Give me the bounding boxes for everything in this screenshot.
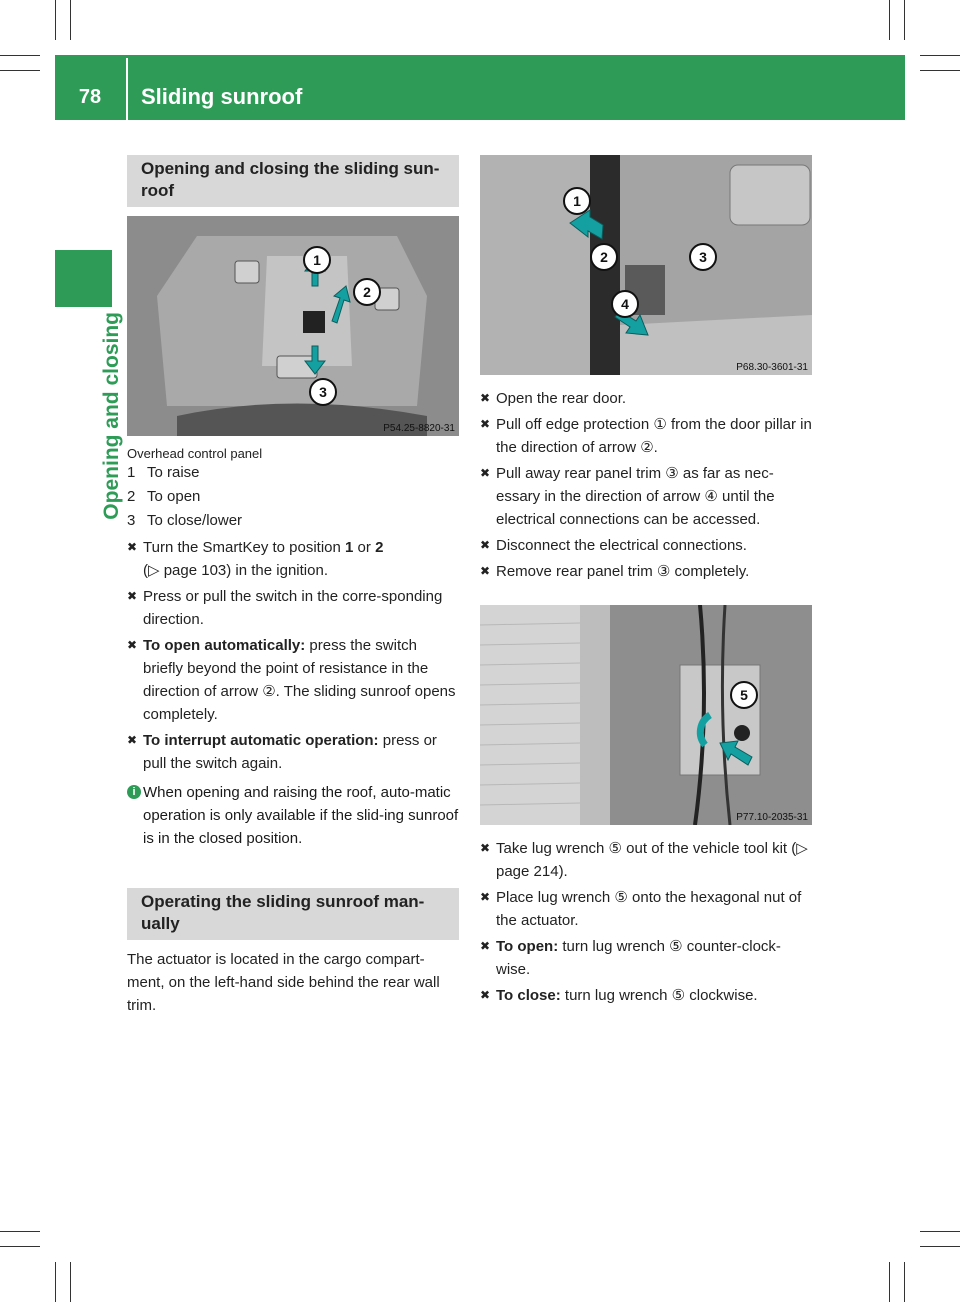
- step-label: To open:: [496, 938, 559, 955]
- crop-mark: [70, 0, 71, 40]
- legend-text: To raise: [147, 464, 200, 481]
- legend-item: [127, 485, 459, 509]
- instruction-step: ✖ Pull away rear panel trim ③ as far as nec-essary in the direction of arrow ④ until the electrical connections can be accessed.: [480, 462, 812, 531]
- step-text: press the switch briefly beyond the point of resistance in the direction of arrow ②. The sliding sunroof opens completely.: [143, 637, 456, 723]
- info-note: [127, 781, 459, 850]
- figure-code: P77.10-2035-31: [736, 812, 808, 823]
- legend-text: To open: [147, 488, 201, 505]
- legend-number: 3: [127, 512, 136, 529]
- callout-3: 3: [309, 378, 337, 406]
- page-title: Sliding sunroof: [141, 84, 303, 109]
- figure-caption: Overhead control panel: [127, 446, 263, 461]
- step-label: To interrupt automatic operation:: [143, 732, 379, 749]
- page-reference: (▷ page 103) in the ignition.: [143, 562, 328, 579]
- crop-mark: [904, 1262, 905, 1302]
- overhead-panel-illustration: [127, 216, 459, 436]
- crop-mark: [920, 70, 960, 71]
- instruction-step: [127, 585, 459, 631]
- legend-number: 2: [127, 488, 136, 505]
- section-heading-sunroof: Opening and closing the sliding sun-roof: [127, 155, 459, 207]
- instruction-step: ✖ Open the rear door.: [480, 387, 812, 410]
- crop-mark: [0, 70, 40, 71]
- step-text: turn lug wrench ⑤ counter-clock-wise.: [496, 938, 781, 978]
- crop-mark: [55, 1262, 56, 1302]
- figure-code: P54.25-8820-31: [383, 423, 455, 434]
- callout-1: 1: [303, 246, 331, 274]
- instruction-step: [127, 729, 459, 775]
- rear-door-figure: [480, 155, 812, 375]
- step-text: Take lug wrench ⑤ out of the vehicle tool kit (▷ page 214).: [496, 840, 808, 880]
- callout-4: 4: [611, 290, 639, 318]
- callout-2: 2: [590, 243, 618, 271]
- crop-mark: [920, 1231, 960, 1232]
- callout-3: 3: [689, 243, 717, 271]
- rear-door-illustration: [480, 155, 812, 375]
- step-list: [480, 387, 812, 583]
- crop-mark: [55, 0, 56, 40]
- step-label: To close:: [496, 987, 561, 1004]
- step-text: Turn the SmartKey to position: [143, 539, 346, 556]
- step-bold: 2: [375, 539, 384, 556]
- info-icon: i: [127, 785, 141, 799]
- step-text: or: [353, 539, 376, 556]
- page-number: 78: [78, 86, 102, 108]
- actuator-illustration: [480, 605, 812, 825]
- right-column: [480, 155, 812, 1007]
- actuator-figure: [480, 605, 812, 825]
- crop-mark: [920, 55, 960, 56]
- section-heading-manual: Operating the sliding sunroof man-ually: [127, 888, 459, 940]
- callout-2: 2: [353, 278, 381, 306]
- header-divider: [126, 58, 128, 120]
- step-text: Place lug wrench ⑤ onto the hexagonal nut of the actuator.: [496, 889, 802, 929]
- instruction-step: ✖ Pull off edge protection ① from the door pillar in the direction of arrow ②.: [480, 413, 812, 459]
- instruction-step: [480, 984, 812, 1007]
- instruction-step: ✖ Disconnect the electrical connections.: [480, 534, 812, 557]
- instruction-step: [480, 837, 812, 883]
- left-column: [127, 155, 459, 1017]
- instruction-step: [480, 935, 812, 981]
- legend-item: [127, 461, 459, 485]
- figure-code: P68.30-3601-31: [736, 362, 808, 373]
- step-text: Press or pull the switch in the corre-sponding direction.: [143, 588, 443, 628]
- callout-5: 5: [730, 681, 758, 709]
- step-text: turn lug wrench ⑤ clockwise.: [560, 987, 758, 1004]
- crop-mark: [0, 1246, 40, 1247]
- crop-mark: [0, 1231, 40, 1232]
- overhead-panel-figure: [127, 216, 459, 436]
- side-tab-marker: [55, 250, 112, 307]
- callout-1: 1: [563, 187, 591, 215]
- legend-list: [127, 461, 459, 533]
- step-bold: 1: [345, 539, 354, 556]
- instruction-step: [127, 634, 459, 726]
- crop-mark: [70, 1262, 71, 1302]
- crop-mark: [904, 0, 905, 40]
- info-text: When opening and raising the roof, auto-matic operation is only available if the slid-ing sunroof is in the closed position.: [143, 784, 459, 847]
- step-list: [480, 837, 812, 1007]
- crop-mark: [889, 0, 890, 40]
- body-paragraph: The actuator is located in the cargo compart-ment, on the left-hand side behind the rear wall trim.: [127, 951, 440, 1014]
- crop-mark: [920, 1246, 960, 1247]
- crop-mark: [0, 55, 40, 56]
- legend-text: To close/lower: [147, 512, 243, 529]
- instruction-step: [480, 886, 812, 932]
- step-text: press or pull the switch again.: [143, 732, 437, 772]
- side-tab-label: Opening and closing: [100, 312, 123, 520]
- instruction-step: [127, 536, 459, 582]
- step-label: To open automatically:: [143, 637, 306, 654]
- legend-item: [127, 509, 459, 533]
- instruction-step: ✖ Remove rear panel trim ③ completely.: [480, 560, 812, 583]
- legend-number: 1: [127, 464, 136, 481]
- crop-mark: [889, 1262, 890, 1302]
